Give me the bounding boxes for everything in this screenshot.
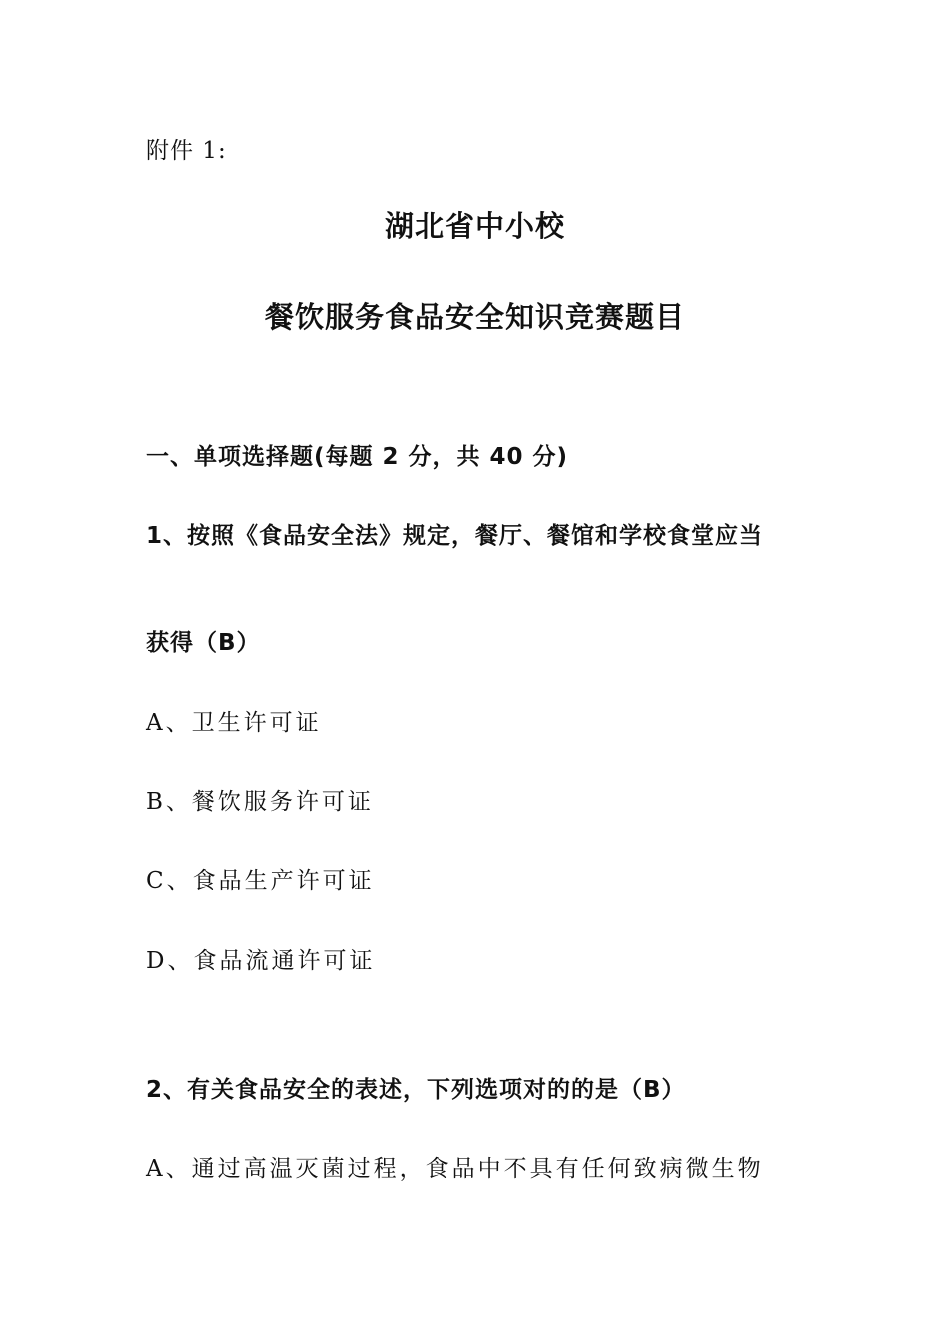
question-1-option-c: C、食品生产许可证 [146, 868, 375, 894]
question-1-stem-line-1: 1、按照《食品安全法》规定，餐厅、餐馆和学校食堂应当 [146, 523, 764, 549]
question-2-option-a: A、通过高温灭菌过程，食品中不具有任何致病微生物 [146, 1156, 764, 1182]
document-title-line-2: 餐饮服务食品安全知识竞赛题目 [264, 300, 685, 334]
attachment-label: 附件 1: [146, 138, 227, 164]
question-1-option-a: A、卫生许可证 [146, 710, 322, 736]
section-heading: 一、单项选择题(每题 2 分，共 40 分) [146, 444, 569, 470]
question-1-stem-line-2: 获得（B） [146, 630, 261, 656]
question-1-option-b: B、餐饮服务许可证 [146, 789, 374, 815]
document-title-line-1: 湖北省中小校 [384, 209, 565, 243]
question-1-option-d: D、食品流通许可证 [146, 948, 376, 974]
question-2-stem-line-1: 2、有关食品安全的表述，下列选项对的的是（B） [146, 1077, 686, 1103]
